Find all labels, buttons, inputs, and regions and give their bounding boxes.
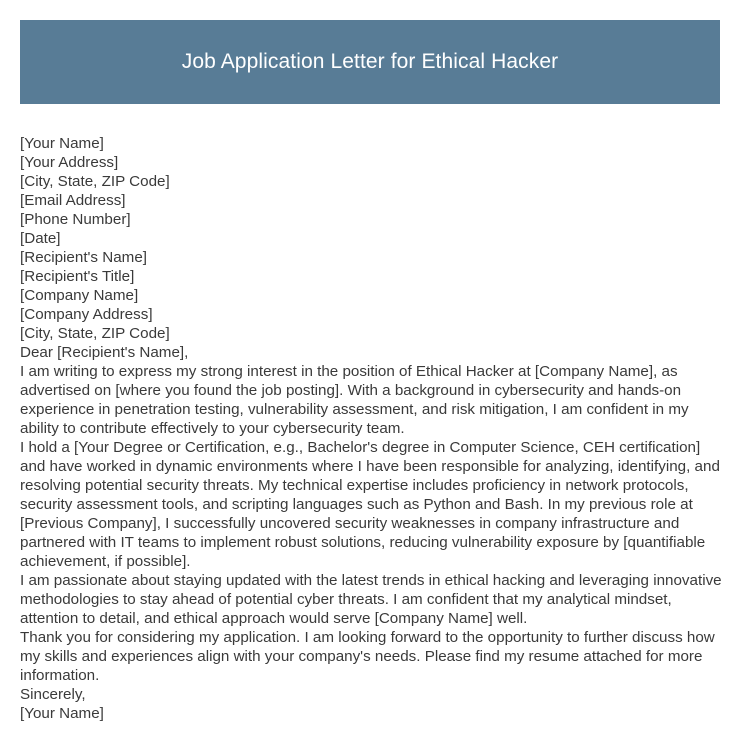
sender-city-state-zip: [City, State, ZIP Code] <box>20 173 170 190</box>
salutation: Dear [Recipient's Name], <box>20 344 189 361</box>
recipient-city-state-zip: [City, State, ZIP Code] <box>20 325 170 342</box>
recipient-name: [Recipient's Name] <box>20 249 147 266</box>
page-title: Job Application Letter for Ethical Hacker <box>181 50 559 73</box>
paragraph-intro: I am writing to express my strong interest in the position of Ethical Hacker at [Company Name], as advertised on [where you found the job posting]. With a background in cybersecurity and hands-on experience in penetration testing, vulnerability assessment, and risk mitigation, I am confident in my ability to contribute effectively to your cybersecurity team. <box>20 363 689 437</box>
sender-phone: [Phone Number] <box>20 211 131 228</box>
sender-email: [Email Address] <box>20 192 126 209</box>
letter-title-banner <box>20 20 720 104</box>
signature: [Your Name] <box>20 705 104 722</box>
paragraph-qualifications: I hold a [Your Degree or Certification, e.g., Bachelor's degree in Computer Science, CEH certification] and have worked in dynamic environments where I have been responsible for analyzing, identifying, and resolving potential security threats. My technical expertise includes proficiency in network protocols, security assessment tools, and scripting languages such as Python and Bash. In my previous role at [Previous Company], I successfully uncovered security weaknesses in company infrastructure and partnered with IT teams to implement robust solutions, reducing vulnerability exposure by [quantifiable achievement, if possible]. <box>20 439 720 570</box>
sender-address: [Your Address] <box>20 154 119 171</box>
closing: Sincerely, <box>20 686 86 703</box>
recipient-company: [Company Name] <box>20 287 139 304</box>
letter-body <box>20 134 724 723</box>
letter-date: [Date] <box>20 230 61 247</box>
paragraph-thanks: Thank you for considering my application. I am looking forward to the opportunity to further discuss how my skills and experiences align with your company's needs. Please find my resume attached for more information. <box>20 629 715 684</box>
paragraph-passion: I am passionate about staying updated with the latest trends in ethical hacking and leveraging innovative methodologies to stay ahead of potential cyber threats. I am confident that my analytical mindset, attention to detail, and ethical approach would serve [Company Name] well. <box>20 572 722 627</box>
sender-name: [Your Name] <box>20 135 104 152</box>
recipient-company-address: [Company Address] <box>20 306 153 323</box>
recipient-title: [Recipient's Title] <box>20 268 135 285</box>
